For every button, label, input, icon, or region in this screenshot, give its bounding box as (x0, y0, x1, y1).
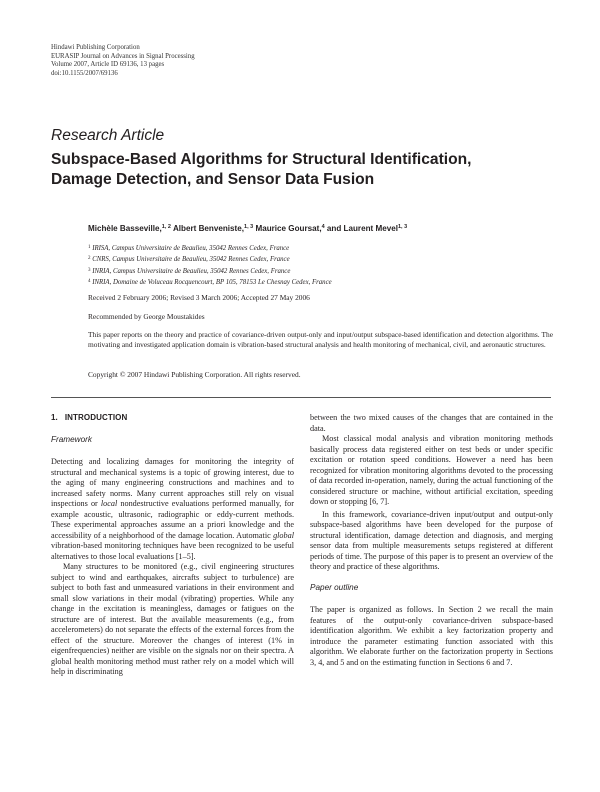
author: Albert Benveniste, (172, 224, 245, 233)
paragraph (51, 457, 294, 562)
emphasis: global (273, 530, 294, 540)
affiliations (88, 243, 558, 288)
author: Michèle Basseville, (88, 224, 162, 233)
journal-volume: Volume 2007, Article ID 69136, 13 pages (51, 61, 165, 69)
title-line-1: Subspace-Based Algorithms for Structural Identification, (51, 151, 472, 168)
journal-publisher: Hindawi Publishing Corporation (51, 44, 140, 51)
paragraph: Most classical modal analysis and vibration monitoring methods basically process data registered either on test beds or under specific excitation or rotation speed conditions. However a need has been recognized for vibration monitoring algorithms devoted to the processing of data recorded in-operation, namely, during the actual functioning of the considered structure or machine, without artificial excitation, speeding down or stopping [6, 7]. (310, 434, 553, 506)
article-type: Research Article (51, 127, 165, 144)
right-column (310, 413, 553, 668)
paragraph: Many structures to be monitored (e.g., civil engineering structures subject to wind and earthquakes, aircrafts subject to turbulence) are subject to both fast and unmeasured variations in their environment and small slow variations in their modal (vibrating) properties. While any change in the excitation is meaningless, damages or fatigues on the structure are of interest. But the available measurements (e.g., from accelerometers) do not separate the effects of the external forces from the effect of the structure. Moreover the changes of interest (1% in eigenfrequencies) neither are visible on the signals nor on their spectra. A global health monitoring method must rather rely on a model which will help in discriminating (51, 562, 294, 676)
affiliation (88, 243, 558, 254)
title-line-2: Damage Detection, and Sensor Data Fusion (51, 171, 375, 188)
section-number: 1. (51, 413, 58, 422)
abstract: This paper reports on the theory and practice of covariance-driven output-only and input/output subspace-based identification and detection algorithms. The motivating and investigated application domain is vibration-based structural analysis and health monitoring of mechanical, civil, and aeronautic structures. (88, 330, 553, 350)
author-affil-ref: 1, 3 (397, 224, 408, 230)
journal-name: EURASIP Journal on Advances in Signal Processing (51, 52, 195, 60)
author: and Laurent Mevel (326, 224, 398, 233)
affiliation (88, 266, 558, 277)
author-list (88, 224, 407, 233)
section-heading (51, 413, 294, 424)
subsection-heading: Paper outline (310, 582, 359, 592)
text-run: Detecting and localizing damages for monitoring the integrity of structural and mechanical systems is a topic of growing interest, due to the aging of many engineering constructions and machines and to increased safety norms. Many current approaches still rely on visual inspections or (51, 457, 294, 508)
affiliation-text: CNRS, Campus Universitaire de Beaulieu, 35042 Rennes Cedex, France (92, 256, 290, 264)
section-title: INTRODUCTION (64, 413, 128, 422)
copyright: Copyright © 2007 Hindawi Publishing Corporation. All rights reserved. (88, 370, 301, 379)
text-run: nondestructive evaluations performed manually, for example acoustic, ultrasonic, radiographic or eddy-current methods. These experimental approaches assume an a priori knowledge and the accessibility of a neighborhood of the damage location. Automatic (51, 499, 294, 540)
paragraph: The paper is organized as follows. In Section 2 we recall the main features of the output-only covariance-driven subspace-based identification algorithm. We exhibit a key factorization property and introduce the parameter estimating function associated with this algorithm. We elaborate further on the factorization property in Sections 3, 4, and 5 and on the estimating function in Sections 6 and 7. (310, 605, 553, 667)
affiliation-number: 2 (88, 256, 91, 262)
journal-doi[interactable]: doi:10.1155/2007/69136 (51, 69, 118, 77)
affiliation (88, 277, 558, 288)
paragraph: between the two mixed causes of the changes that are contained in the data. (310, 413, 553, 433)
emphasis: local (100, 499, 118, 508)
left-column (51, 413, 294, 678)
recommended-by: Recommended by George Moustakides (88, 312, 205, 321)
affiliation-text: INRIA, Campus Universitaire de Beaulieu, 35042 Rennes Cedex, France (92, 267, 291, 275)
affiliation-text: INRIA, Domaine de Voluceau Rocquencourt, BP 105, 78153 Le Chesnay Cedex, France (92, 278, 332, 286)
journal-header (51, 44, 351, 78)
author: Maurice Goursat, (255, 224, 322, 233)
author-affil-ref: 4 (321, 224, 325, 230)
affiliation-number: 4 (88, 278, 91, 284)
text-run: vibration-based monitoring techniques have been recognized to be useful alternatives to those local evaluations [1–5]. (51, 541, 294, 561)
affiliation-number: 3 (88, 267, 91, 273)
paper-title (51, 150, 571, 190)
subsection-heading: Framework (51, 434, 92, 444)
affiliation-number: 1 (88, 245, 91, 250)
affiliation (88, 254, 558, 265)
author-affil-ref: 1, 2 (161, 224, 171, 230)
paragraph: In this framework, covariance-driven input/output and output-only subspace-based algorithms have been developed for the purpose of structural identification, damage detection and diagnosis, and merging sensor data from multiple measurements setups registered at different periods of time. The purpose of this paper is to present an overview of the theory and practice of these algorithms. (310, 509, 553, 571)
author-affil-ref: 1, 3 (244, 224, 254, 230)
received-dates: Received 2 February 2006; Revised 3 March 2006; Accepted 27 May 2006 (88, 293, 310, 302)
affiliation-text: IRISA, Campus Universitaire de Beaulieu, 35042 Rennes Cedex, France (92, 245, 290, 252)
header-divider (51, 397, 551, 398)
